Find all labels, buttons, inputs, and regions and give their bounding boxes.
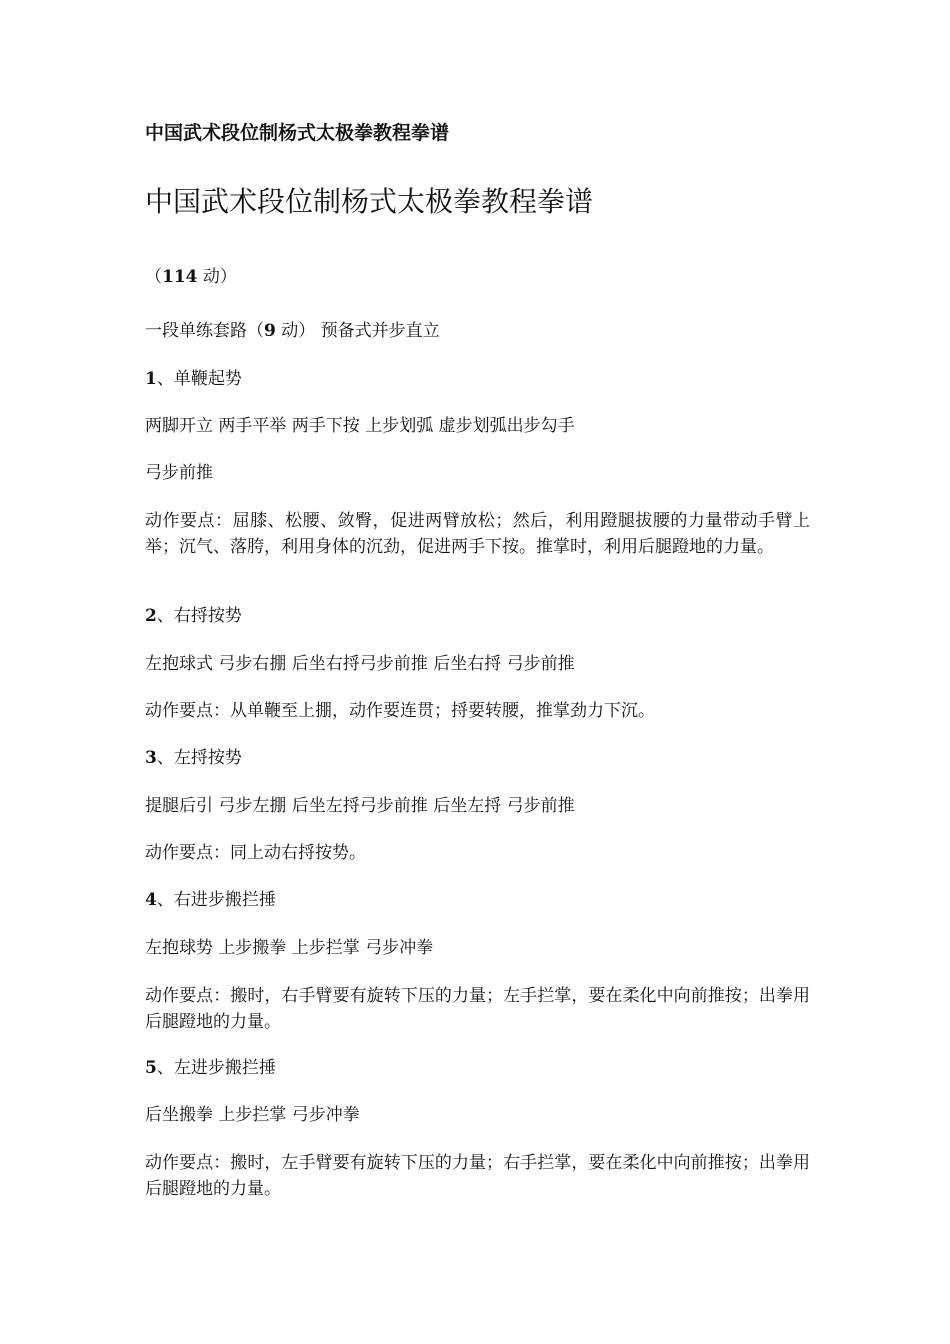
item-heading <box>145 745 242 771</box>
count-open: （ <box>145 267 162 287</box>
section-number: 9 <box>264 321 276 341</box>
count-note <box>145 264 237 290</box>
item-key-points: 动作要点：从单鞭至上掤，动作要连贯；捋要转腰，推掌劲力下沉。 <box>145 701 655 721</box>
item-name: 、单鞭起势 <box>156 369 242 389</box>
item-heading <box>145 366 242 392</box>
section-text-2: 动） 预备式并步直立 <box>275 321 440 341</box>
item-key-points: 动作要点：同上动右捋按势。 <box>145 843 366 863</box>
item-number: 4 <box>145 890 157 910</box>
item-number: 3 <box>145 748 157 768</box>
document-title: 中国武术段位制杨式太极拳教程拳谱 <box>145 185 594 218</box>
item-number: 2 <box>145 606 157 626</box>
item-moves: 后坐搬拳 上步拦掌 弓步冲拳 <box>145 1105 360 1125</box>
item-name: 、右进步搬拦捶 <box>156 890 276 910</box>
item-key-points: 动作要点：搬时，右手臂要有旋转下压的力量；左手拦掌，要在柔化中向前推按；出拳用后腿蹬地的力量。 <box>145 986 810 1032</box>
item-moves: 左抱球式 弓步右掤 后坐右捋弓步前推 后坐右捋 弓步前推 <box>145 654 575 674</box>
item-moves: 提腿后引 弓步左掤 后坐左捋弓步前推 后坐左捋 弓步前推 <box>145 796 575 816</box>
item-name: 、左进步搬拦捶 <box>156 1058 276 1078</box>
section-text-1: 一段单练套路（ <box>145 321 264 341</box>
item-heading <box>145 603 242 629</box>
item-key-points: 动作要点：搬时，左手臂要有旋转下压的力量；右手拦掌，要在柔化中向前推按；出拳用后腿蹬地的力量。 <box>145 1153 810 1199</box>
item-name: 、左捋按势 <box>156 748 242 768</box>
item-heading <box>145 887 276 913</box>
item-heading <box>145 1055 276 1081</box>
item-number: 5 <box>145 1058 157 1078</box>
item-moves-continued: 弓步前推 <box>145 463 213 483</box>
item-moves: 两脚开立 两手平举 两手下按 上步划弧 虚步划弧出步勾手 <box>145 416 575 436</box>
count-number: 114 <box>162 267 198 287</box>
item-moves: 左抱球势 上步搬拳 上步拦掌 弓步冲拳 <box>145 938 434 958</box>
header-title: 中国武术段位制杨式太极拳教程拳谱 <box>145 122 450 144</box>
section-heading <box>145 318 440 344</box>
item-key-points: 动作要点：屈膝、松腰、敛臀，促进两臂放松；然后，利用蹬腿拔腰的力量带动手臂上举；沉气、落胯，利用身体的沉劲，促进两手下按。推掌时，利用后腿蹬地的力量。 <box>145 511 810 557</box>
item-number: 1 <box>145 369 157 389</box>
item-name: 、右捋按势 <box>156 606 242 626</box>
count-text: 动） <box>197 267 237 287</box>
